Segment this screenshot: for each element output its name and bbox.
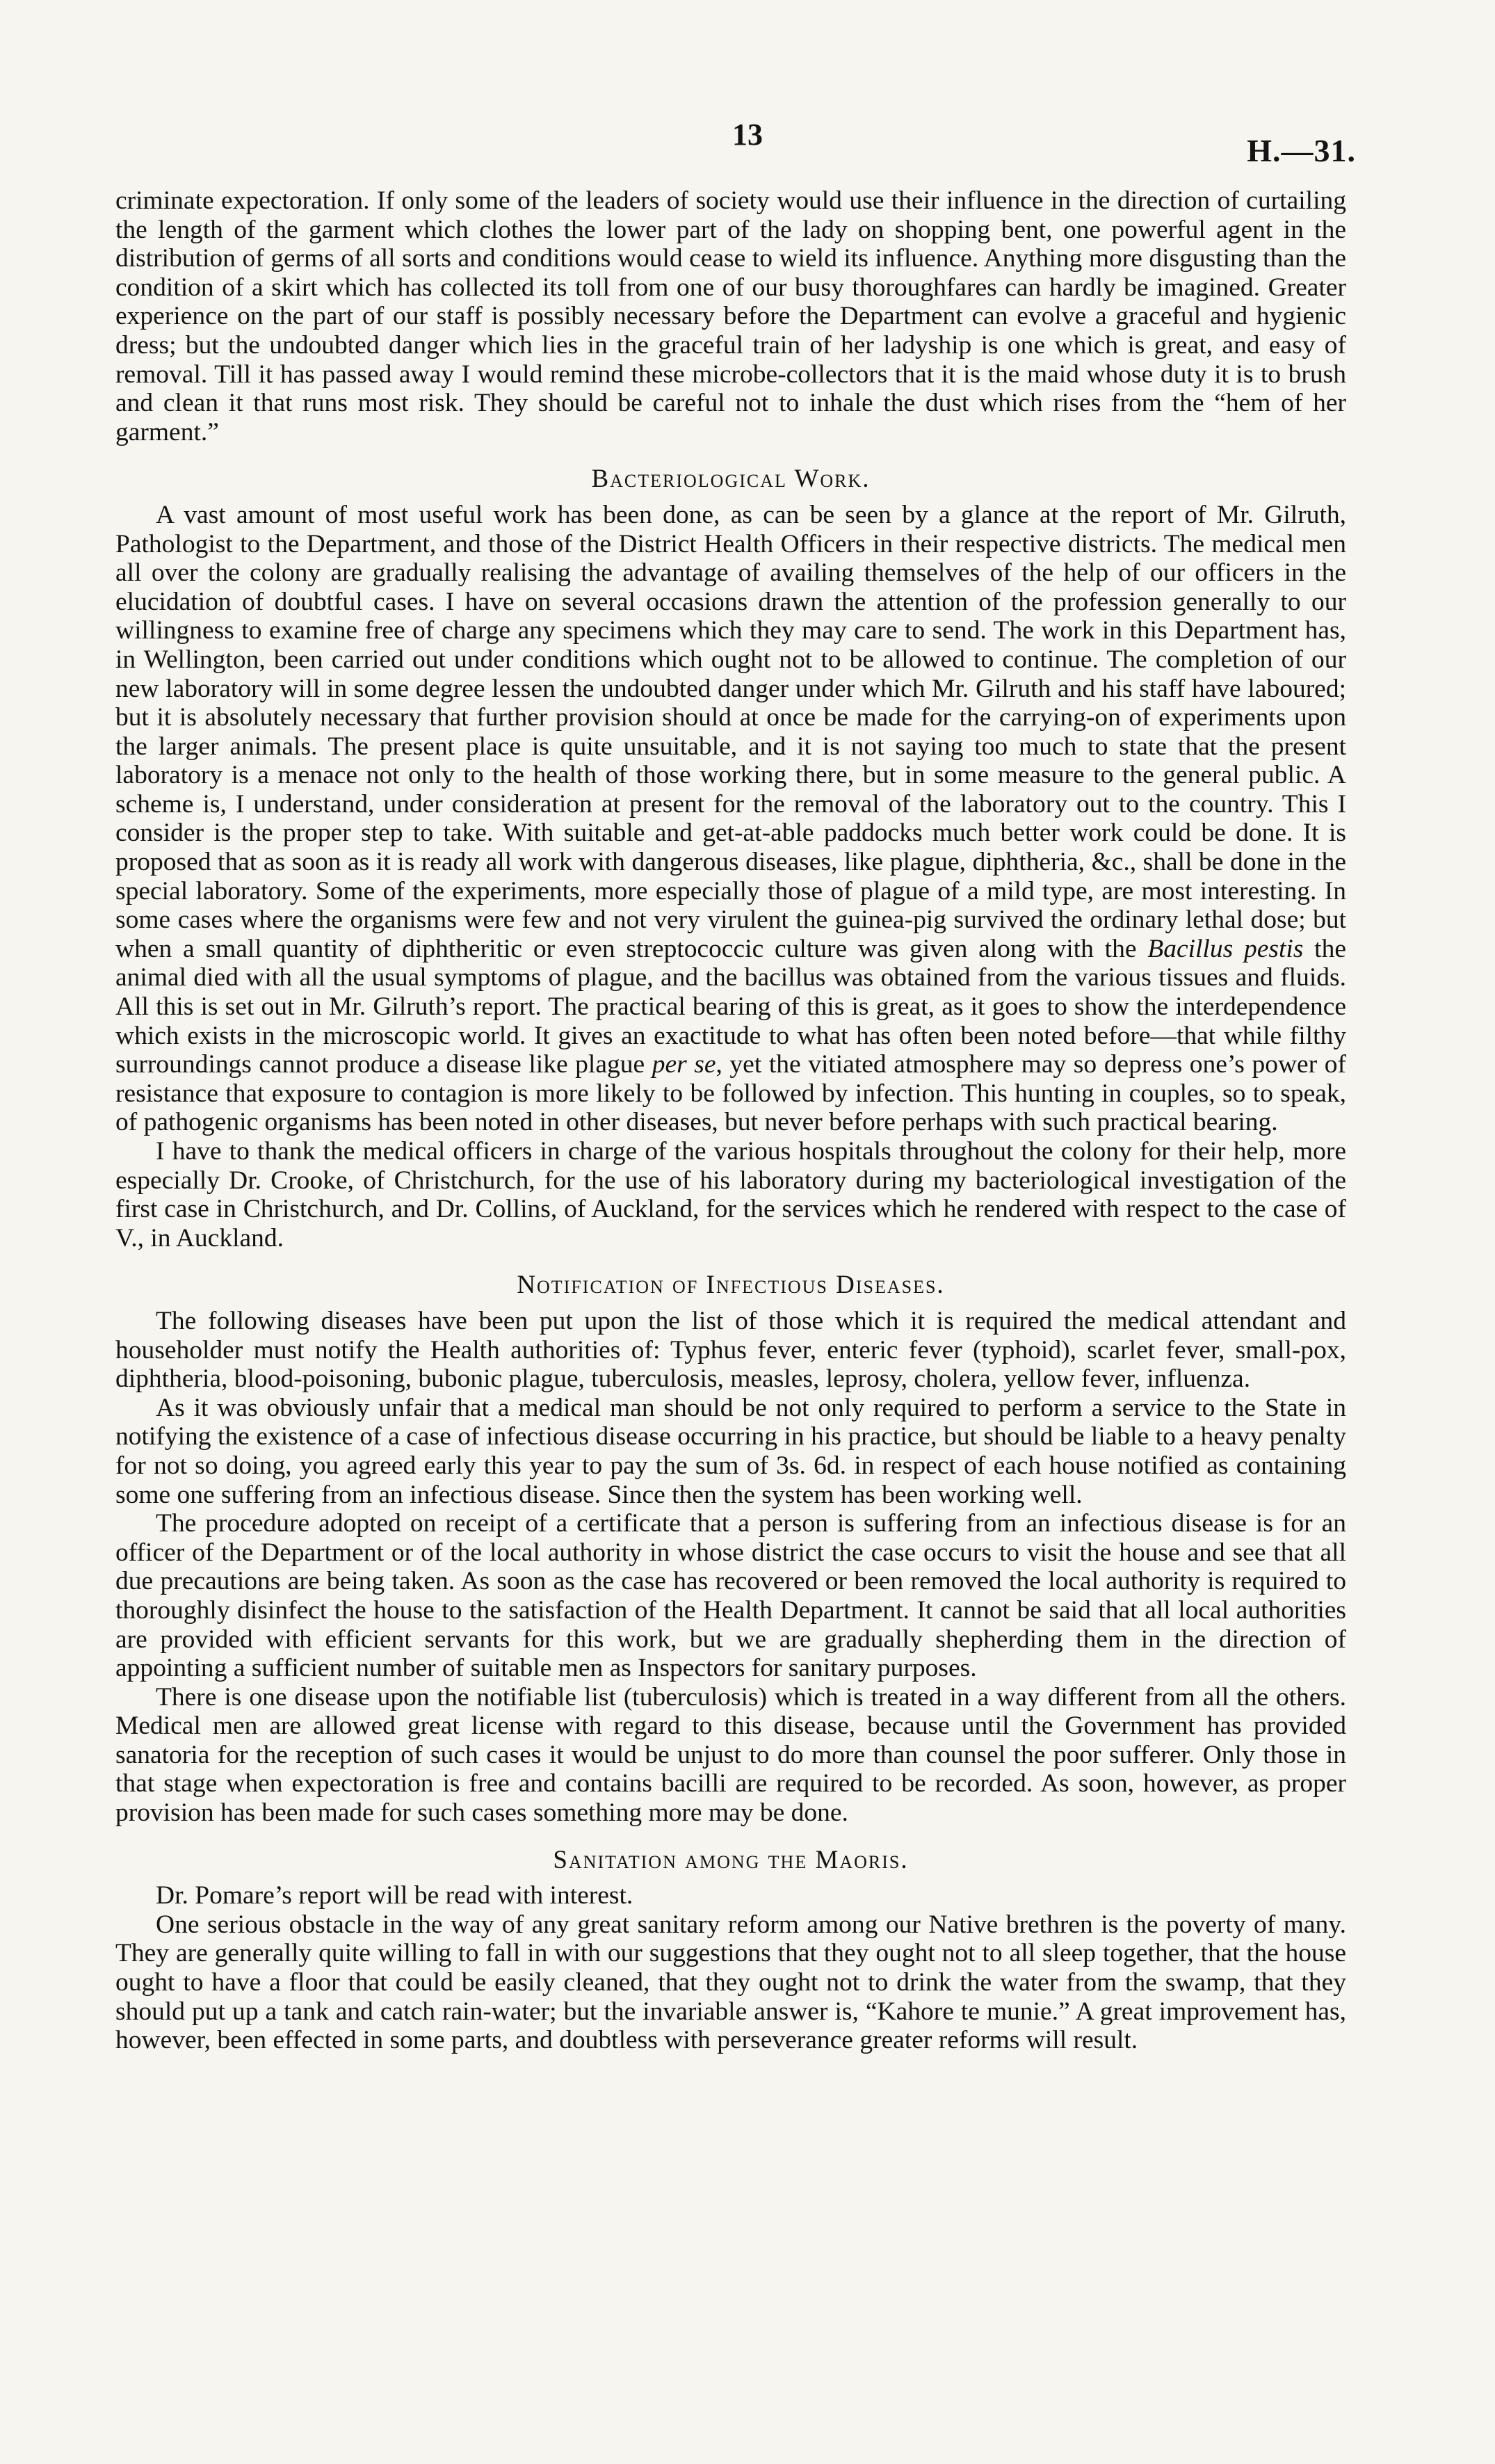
body-text [115, 186, 1346, 2055]
bacteriological-p1-text-a: A vast amount of most useful work has been done, as can be seen by a glance at the report of Mr. Gilruth, Pathologist to the Department, and those of the District Health Officers in their respective districts. The medical men all over the colony are gradually realising the advantage of availing themselves of the help of our officers in the elucidation of doubtful cases. I have on several occasions drawn the attention of the profession generally to our willingness to examine free of charge any specimens which they may care to send. The work in this Department has, in Wellington, been carried out under conditions which ought not to be allowed to continue. The completion of our new laboratory will in some degree lessen the undoubted danger under which Mr. Gilruth and his staff have laboured; but it is absolutely necessary that further provision should at once be made for the carrying-on of experiments upon the larger animals. The present place is quite unsuitable, and it is not saying too much to state that the present laboratory is a menace not only to the health of those working there, but in some measure to the general public. A scheme is, I understand, under consideration at present for the removal of the laboratory out to the country. This I consider is the proper step to take. With suitable and get-at-able paddocks much better work could be done. It is proposed that as soon as it is ready all work with dangerous diseases, like plague, diphtheria, &c., shall be done in the special laboratory. Some of the experiments, more especially those of plague of a mild type, are most interesting. In some cases where the organisms were few and not very virulent the guinea-pig survived the ordinary lethal dose; but when a small quantity of diphtheritic or even streptococcic culture was given along with the [115, 500, 1346, 963]
maoris-paragraph-2: One serious obstacle in the way of any great sanitary reform among our Native brethren is the poverty of many. They are generally quite willing to fall in with our suggestions that they ought not to all sleep together, that the house ought to have a floor that could be easily cleaned, that they ought not to drink the water from the swamp, that they should put up a tank and catch rain-water; but the invariable answer is, “Kahore te munie.” A great improvement has, however, been effected in some parts, and doubtless with perseverance greater reforms will result. [115, 1910, 1346, 2055]
intro-paragraph: criminate expectoration. If only some of the leaders of society would use their influence in the direction of curtailing the length of the garment which clothes the lower part of the lady on shopping bent, one powerful agent in the distribution of germs of all sorts and conditions would cease to wield its influence. Anything more disgusting than the condition of a skirt which has collected its toll from one of our busy thoroughfares can hardly be imagined. Greater experience on the part of our staff is possibly necessary before the Department can evolve a graceful and hygienic dress; but the undoubted danger which lies in the graceful train of her ladyship is one which is great, and easy of removal. Till it has passed away I would remind these microbe-collectors that it is the maid whose duty it is to brush and clean it that runs most risk. They should be careful not to inhale the dust which rises from the “hem of her garment.” [115, 186, 1346, 446]
bacteriological-p1-text-c: , yet the vitiated atmosphere may so depress one’s power of resistance that exposure to contagion is more likely to be followed by infection. This hunting in couples, so to speak, of pathogenic organisms has been noted in other diseases, but never before perhaps with such practical bearing. [115, 1050, 1346, 1137]
bacteriological-paragraph-1 [115, 501, 1346, 1137]
document-reference: H.—31. [1247, 133, 1356, 168]
heading-notification: Notification of Infectious Diseases. [517, 1271, 945, 1300]
notification-paragraph-4: There is one disease upon the notifiable list (tuberculosis) which is treated in a way different from all the others. Medical men are allowed great license with regard to this disease, because until the Government has provided sanatoria for the reception of such cases it would be unjust to do more than counsel the poor sufferer. Only those in that stage when expectoration is free and contains bacilli are required to be recorded. As soon, however, as proper provision has been made for such cases something more may be done. [115, 1682, 1346, 1828]
per-se-term: per se [652, 1050, 716, 1079]
notification-paragraph-3: The procedure adopted on receipt of a certificate that a person is suffering from an infectious disease is for an officer of the Department or of the local authority in whose district the case occurs to visit the house and see that all due precautions are being taken. As soon as the case has recovered or been removed the local authority is required to thoroughly disinfect the house to the satisfaction of the Health Department. It cannot be said that all local authorities are provided with efficient servants for this work, but we are gradually shepherding them in the direction of appointing a sufficient number of suitable men as Inspectors for sanitary purposes. [115, 1509, 1346, 1683]
heading-sanitation-maoris: Sanitation among the Maoris. [553, 1845, 909, 1874]
bacteriological-p1-text-b: the animal died with all the usual symptoms of plague, and the bacillus was obtained from the various tissues and fluids. All this is set out in Mr. Gilruth’s report. The practical bearing of this is great, as it goes to show the interdependence which exists in the microscopic world. It gives an exactitude to what has often been noted before—that while filthy surroundings cannot produce a disease like plague [115, 934, 1346, 1079]
notification-paragraph-2: As it was obviously unfair that a medical man should be not only required to perform a service to the State in notifying the existence of a case of infectious disease occurring in his practice, but should be liable to a heavy penalty for not so doing, you agreed early this year to pay the sum of 3s. 6d. in respect of each house notified as containing some one suffering from an infectious disease. Since then the system has been working well. [115, 1393, 1346, 1509]
bacteriological-paragraph-2: I have to thank the medical officers in charge of the various hospitals throughout the colony for their help, more especially Dr. Crooke, of Christchurch, for the use of his laboratory during my bacteriological investigation of the first case in Christchurch, and Dr. Collins, of Auckland, for the services which he rendered with respect to the case of V., in Auckland. [115, 1137, 1346, 1253]
notification-paragraph-1: The following diseases have been put upon the list of those which it is required the medical attendant and householder must notify the Health authorities of: Typhus fever, enteric fever (typhoid), scarlet fever, small-pox, diphtheria, blood-poisoning, bubonic plague, tuberculosis, measles, leprosy, cholera, yellow fever, influenza. [115, 1306, 1346, 1394]
bacillus-pestis-term: Bacillus pestis [1147, 934, 1304, 963]
page-number: 13 [732, 118, 763, 152]
heading-bacteriological-work: Bacteriological Work. [591, 465, 871, 494]
maoris-paragraph-1: Dr. Pomare’s report will be read with interest. [156, 1881, 633, 1910]
